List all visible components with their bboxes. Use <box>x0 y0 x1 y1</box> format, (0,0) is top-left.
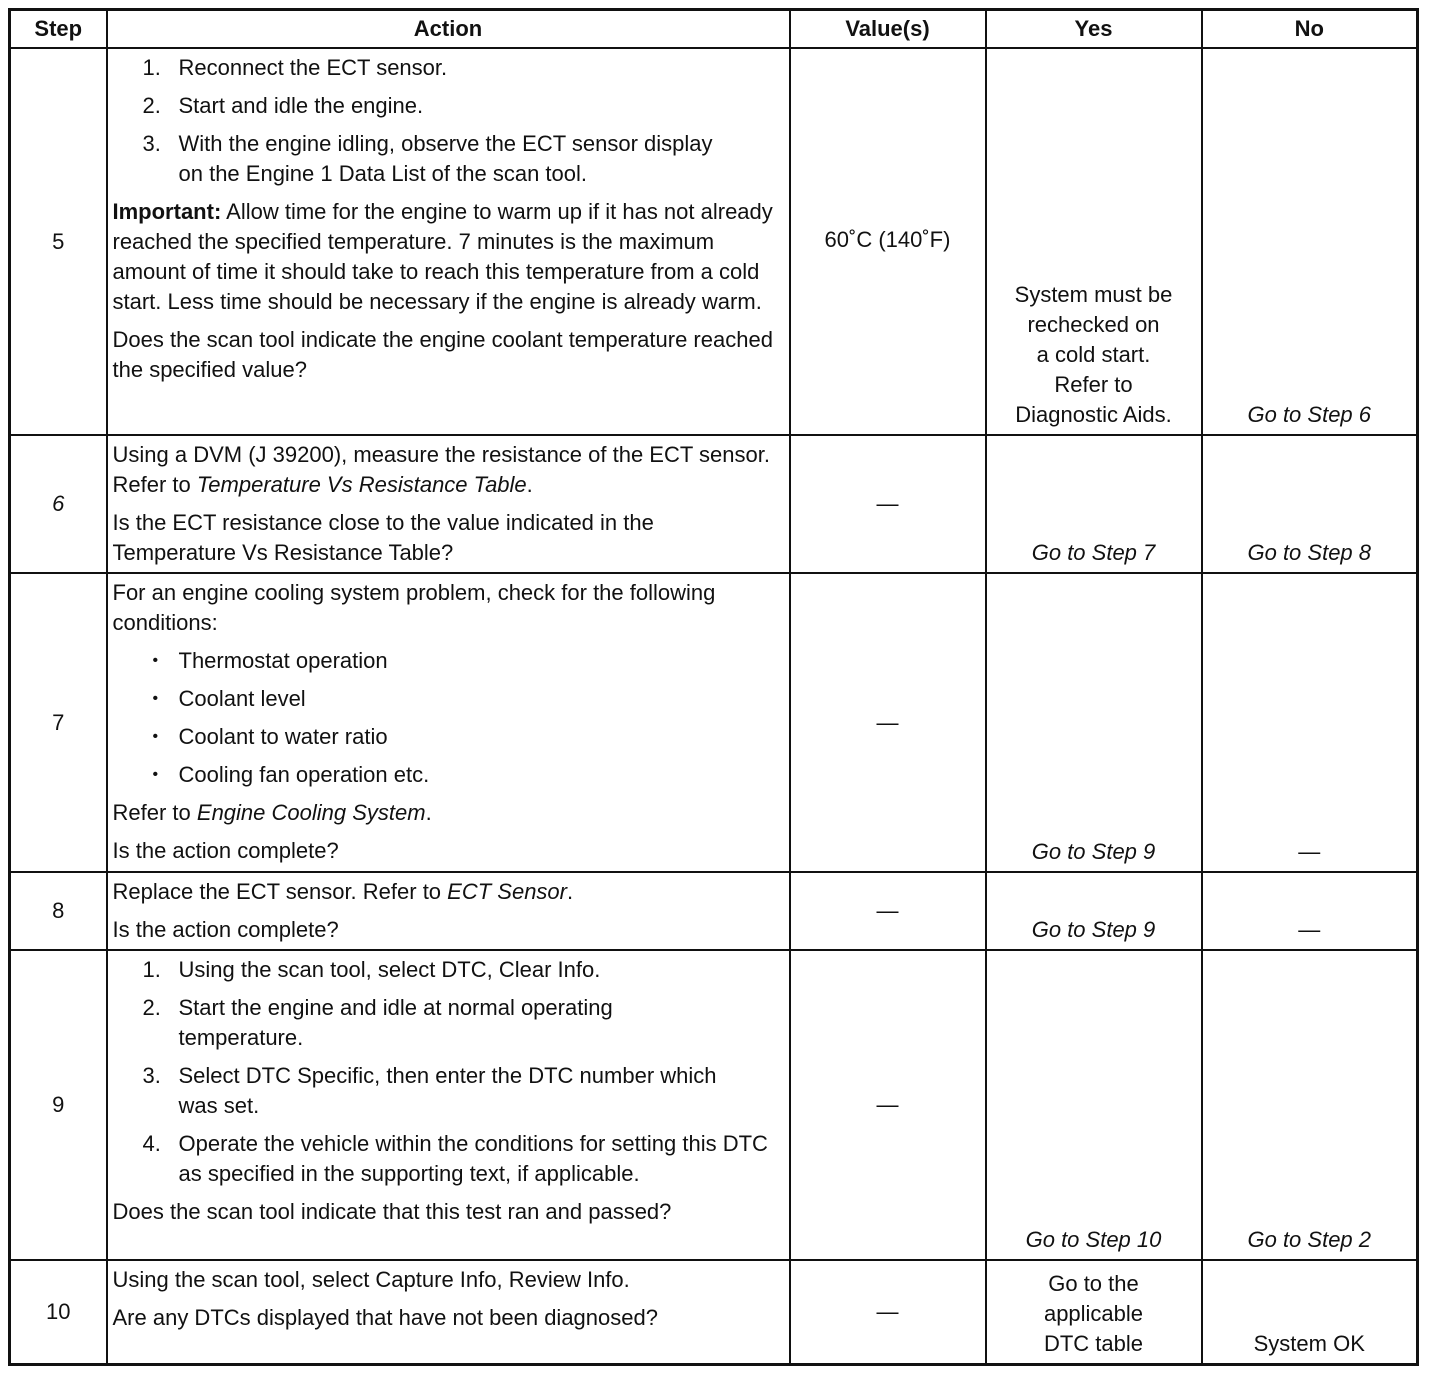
question-text: Are any DTCs displayed that have not been diagnosed? <box>112 1305 658 1330</box>
value-cell: — <box>790 950 986 1260</box>
no-cell: Go to Step 6 <box>1202 48 1418 435</box>
yes-cell: Go to Step 9 <box>986 872 1202 950</box>
step-number: 6 <box>10 435 107 573</box>
important-text: Allow time for the engine to warm up if it has not already reached the specified temperature. 7 minutes is the maximum amount of time it should take to reach this temperature from a cold start. Less time should be necessary if the engine is already warm. <box>112 199 773 314</box>
bullet-list <box>113 646 783 790</box>
table-row-step-10 <box>10 1260 1418 1364</box>
list-item: • Coolant to water ratio <box>113 722 783 752</box>
step-number: 9 <box>10 950 107 1260</box>
list-item: 2. Start and idle the engine. <box>142 93 424 118</box>
header-no: No <box>1202 10 1418 49</box>
table-row-step-6 <box>10 435 1418 573</box>
step-number: 5 <box>10 48 107 435</box>
diagnostic-table <box>8 8 1419 1366</box>
list-item: 3. With the engine idling, observe the ECT sensor display on the Engine 1 Data List of the scan tool. <box>142 131 713 186</box>
yes-cell: Go to Step 10 <box>986 950 1202 1260</box>
yes-cell: System must be rechecked on a cold start. Refer to Diagnostic Aids. <box>986 48 1202 435</box>
list-item: 4. Operate the vehicle within the conditions for setting this DTC as specified in the supporting text, if applicable. <box>142 1131 768 1186</box>
header-yes: Yes <box>986 10 1202 49</box>
table-row-step-7 <box>10 573 1418 872</box>
action-cell <box>107 872 790 950</box>
header-action: Action <box>107 10 790 49</box>
step-number: 7 <box>10 573 107 872</box>
question-text: Does the scan tool indicate the engine coolant temperature reached the specified value? <box>112 327 773 382</box>
header-values: Value(s) <box>790 10 986 49</box>
table-row-step-8 <box>10 872 1418 950</box>
instruction-text: Using the scan tool, select Capture Info, Review Info. <box>112 1267 630 1292</box>
refer-text: Refer to Engine Cooling System. <box>112 800 432 825</box>
action-cell <box>107 48 790 435</box>
numbered-list <box>113 955 783 1189</box>
question-text: Is the action complete? <box>112 838 339 863</box>
value-cell: 60˚C (140˚F) <box>790 48 986 435</box>
value-cell: — <box>790 1260 986 1364</box>
reference-link: Temperature Vs Resistance Table <box>196 472 527 497</box>
no-cell: — <box>1202 872 1418 950</box>
step-number: 8 <box>10 872 107 950</box>
list-item: • Coolant level <box>113 684 783 714</box>
header-step: Step <box>10 10 107 49</box>
no-cell: Go to Step 8 <box>1202 435 1418 573</box>
header-row <box>10 10 1418 49</box>
list-item: 3. Select DTC Specific, then enter the DTC number which was set. <box>142 1063 717 1118</box>
no-cell: System OK <box>1202 1260 1418 1364</box>
list-item: 2. Start the engine and idle at normal operating temperature. <box>142 995 613 1050</box>
reference-link: ECT Sensor <box>447 879 567 904</box>
no-cell: Go to Step 2 <box>1202 950 1418 1260</box>
action-cell <box>107 950 790 1260</box>
step-number: 10 <box>10 1260 107 1364</box>
question-text: Is the action complete? <box>112 917 339 942</box>
list-item: • Thermostat operation <box>113 646 783 676</box>
no-cell: — <box>1202 573 1418 872</box>
list-item: 1. Reconnect the ECT sensor. <box>142 55 448 80</box>
reference-link: Engine Cooling System <box>196 800 426 825</box>
value-cell: — <box>790 435 986 573</box>
yes-cell: Go to Step 9 <box>986 573 1202 872</box>
list-item: • Cooling fan operation etc. <box>113 760 783 790</box>
value-cell: — <box>790 573 986 872</box>
action-cell <box>107 435 790 573</box>
numbered-list <box>113 53 783 189</box>
table-row-step-9 <box>10 950 1418 1260</box>
question-text: Is the ECT resistance close to the value indicated in the Temperature Vs Resistance Table? <box>112 510 654 565</box>
instruction-text: For an engine cooling system problem, check for the following conditions: <box>112 580 716 635</box>
table-row-step-5 <box>10 48 1418 435</box>
instruction-text: Using a DVM (J 39200), measure the resistance of the ECT sensor. Refer to Temperature Vs Resistance Table. <box>112 442 770 497</box>
important-note <box>113 197 783 317</box>
instruction-text: Replace the ECT sensor. Refer to ECT Sensor. <box>112 879 574 904</box>
yes-cell: Go to the applicable DTC table <box>986 1260 1202 1364</box>
list-item: 1. Using the scan tool, select DTC, Clear Info. <box>142 957 601 982</box>
yes-cell: Go to Step 7 <box>986 435 1202 573</box>
question-text: Does the scan tool indicate that this test ran and passed? <box>112 1199 672 1224</box>
action-cell <box>107 573 790 872</box>
value-cell: — <box>790 872 986 950</box>
important-label: Important: <box>112 199 222 224</box>
action-cell <box>107 1260 790 1364</box>
